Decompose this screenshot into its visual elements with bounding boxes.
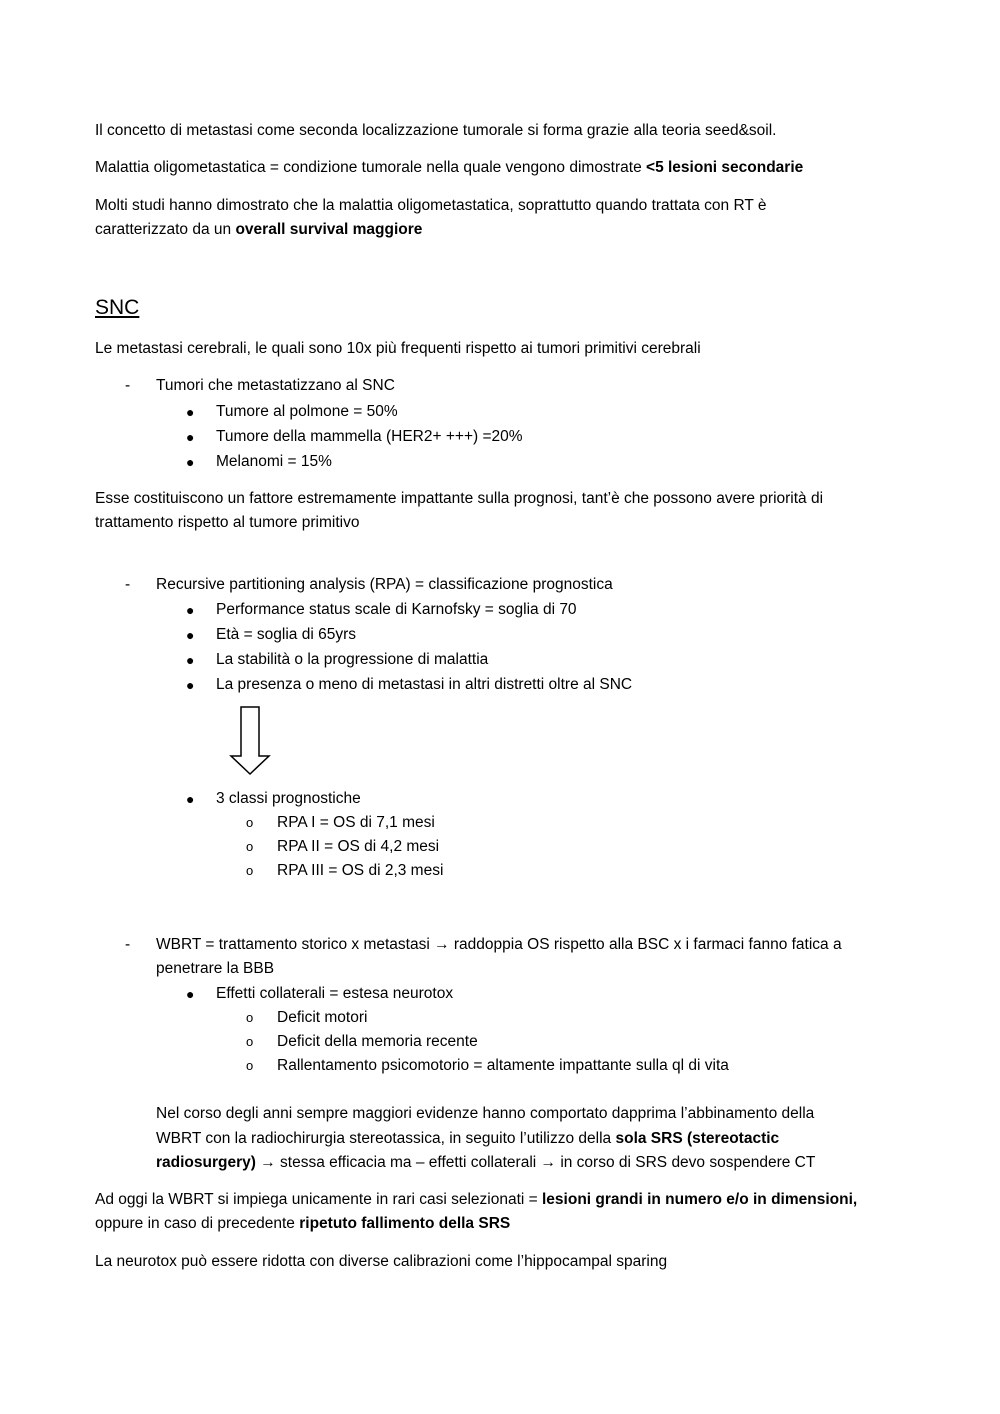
intro-paragraph-3-text: caratterizzato da un [95,221,236,238]
sub-list-item: Rallentamento psicomotorio = altamente impattante sulla ql di vita [277,1057,729,1074]
bullet-marker: ● [186,404,195,420]
dash-item-rpa: Recursive partitioning analysis (RPA) = classificazione prognostica [156,576,613,593]
snc-paragraph-1: Le metastasi cerebrali, le quali sono 10x più frequenti rispetto ai tumori primitivi cerebrali [95,340,701,357]
circle-marker: o [246,863,254,878]
list-item: Performance status scale di Karnofsky = soglia di 70 [216,601,577,618]
bullet-marker: ● [186,429,195,445]
bullet-marker: ● [186,677,195,693]
sub-list-item: RPA II = OS di 4,2 mesi [277,838,440,855]
list-item: Melanomi = 15% [216,453,332,470]
dash-marker: - [125,576,131,593]
bullet-marker: ● [186,454,195,470]
snc-paragraph-3-line-1: Nel corso degli anni sempre maggiori evidenze hanno comportato dapprima l’abbinamento della [156,1105,815,1122]
dash-marker: - [125,936,131,953]
list-item: La stabilità o la progressione di malattia [216,651,489,668]
snc-paragraph-3-text: WBRT con la radiochirurgia stereotassica, in seguito l’utilizzo della [156,1130,616,1147]
intro-paragraph-2 [95,158,803,178]
snc-paragraph-3-bold-2: radiosurgery) [156,1154,256,1171]
bullet-marker: ● [186,627,195,643]
circle-marker: o [246,1034,254,1049]
snc-paragraph-3-line-3 [156,1153,815,1173]
bullet-marker: ● [186,652,195,668]
snc-paragraph-5: La neurotox può essere ridotta con diverse calibrazioni come l’hippocampal sparing [95,1253,668,1270]
list-item: Tumore al polmone = 50% [216,403,398,420]
circle-marker: o [246,1010,254,1025]
list-item: La presenza o meno di metastasi in altri distretti oltre al SNC [216,676,633,693]
dash-item-wbrt-line-2: penetrare la BBB [156,960,275,977]
intro-paragraph-3-bold: overall survival maggiore [235,221,423,238]
bullet-marker: ● [186,986,195,1002]
down-arrow-icon [229,706,271,776]
snc-paragraph-4-line-1 [95,1190,857,1210]
intro-paragraph-2-bold: <5 lesioni secondarie [646,159,804,176]
intro-paragraph-1: Il concetto di metastasi come seconda localizzazione tumorale si forma grazie alla teoria seed&soil. [95,122,777,139]
snc-paragraph-4-line-2 [95,1214,510,1234]
list-item-effects: Effetti collaterali = estesa neurotox [216,985,454,1002]
snc-paragraph-3-text-2: → stessa efficacia ma – effetti collaterali → in corso di SRS devo sospendere CT [255,1154,816,1171]
snc-paragraph-3-line-2 [156,1129,779,1149]
snc-paragraph-4-text: Ad oggi la WBRT si impiega unicamente in rari casi selezionati = [95,1191,542,1208]
snc-paragraph-4-bold-2: ripetuto fallimento della SRS [299,1215,511,1232]
circle-marker: o [246,839,254,854]
list-item: Età = soglia di 65yrs [216,626,357,643]
dash-marker: - [125,377,131,394]
circle-marker: o [246,1058,254,1073]
dash-item-wbrt-line-1: WBRT = trattamento storico x metastasi → raddoppia OS rispetto alla BSC x i farmaci fanno fatica a [156,936,842,953]
snc-paragraph-2-line-2: trattamento rispetto al tumore primitivo [95,514,360,531]
list-item: Tumore della mammella (HER2+ +++) =20% [216,428,523,445]
section-heading-snc: SNC [95,296,140,319]
sub-list-item: Deficit motori [277,1009,368,1026]
sub-list-item: Deficit della memoria recente [277,1033,478,1050]
intro-paragraph-2-text: Malattia oligometastatica = condizione tumorale nella quale vengono dimostrate [95,159,647,176]
sub-list-item: RPA I = OS di 7,1 mesi [277,814,435,831]
circle-marker: o [246,815,254,830]
bullet-marker: ● [186,791,195,807]
dash-item-tumori: Tumori che metastatizzano al SNC [156,377,395,394]
snc-paragraph-4-text-2: oppure in caso di precedente [95,1215,300,1232]
list-item-classes: 3 classi prognostiche [216,790,361,807]
snc-paragraph-3-bold: sola SRS (stereotactic [615,1130,780,1147]
bullet-marker: ● [186,602,195,618]
sub-list-item: RPA III = OS di 2,3 mesi [277,862,444,879]
intro-paragraph-3-line-1: Molti studi hanno dimostrato che la malattia oligometastatica, soprattutto quando trattata con RT è [95,197,767,214]
intro-paragraph-3-line-2 [95,220,422,240]
snc-paragraph-4-bold: lesioni grandi in numero e/o in dimensioni, [542,1191,858,1208]
snc-paragraph-2-line-1: Esse costituiscono un fattore estremamente impattante sulla prognosi, tant’è che possono avere priorità di [95,490,824,507]
